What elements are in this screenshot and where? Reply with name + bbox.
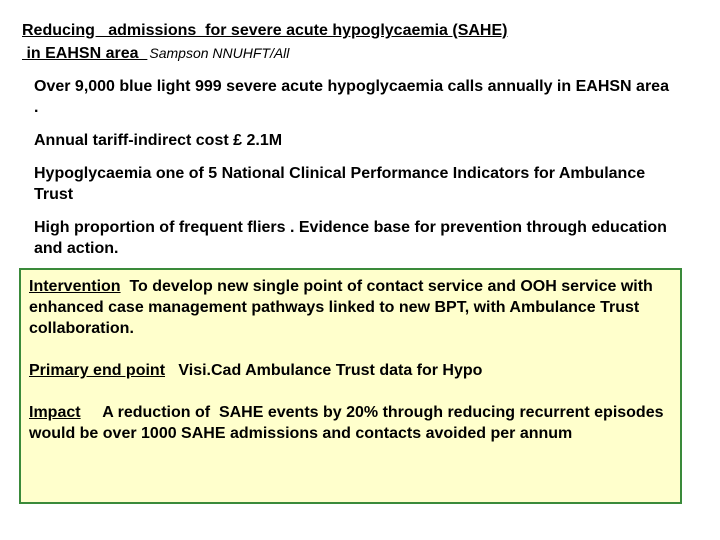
title-text-2: in EAHSN area [22, 45, 148, 62]
intervention-box [19, 268, 682, 504]
point-999-calls: Over 9,000 blue light 999 severe acute hypoglycaemia calls annually in EAHSN area . [34, 78, 669, 116]
intervention-box-content [29, 276, 677, 444]
impact-text: A reduction of SAHE events by 20% through reducing recurrent episodes would be over 1000 SAHE admissions and contacts avoided per annum [29, 404, 668, 442]
key-points [34, 76, 674, 271]
intervention-label: Intervention [29, 278, 121, 295]
impact-paragraph [29, 402, 677, 444]
intervention-paragraph [29, 276, 677, 339]
point-frequent-fliers: High proportion of frequent fliers . Evidence base for prevention through education and action. [34, 219, 667, 257]
impact-label: Impact [29, 404, 81, 421]
spacer [29, 381, 677, 402]
title-author: Sampson NNUHFT/All [149, 45, 290, 61]
title-text-1: Reducing admissions for severe acute hypoglycaemia (SAHE) [22, 22, 508, 39]
intervention-text: To develop new single point of contact service and OOH service with enhanced case management pathways linked to new BPT, with Ambulance Trust collaboration. [29, 278, 658, 337]
spacer [29, 339, 677, 360]
endpoint-paragraph [29, 360, 677, 381]
point-performance-indicators: Hypoglycaemia one of 5 National Clinical Performance Indicators for Ambulance Trust [34, 165, 646, 203]
point-tariff-cost: Annual tariff-indirect cost £ 2.1M [34, 132, 283, 149]
slide-title [22, 20, 702, 65]
title-line-1 [22, 20, 702, 42]
title-line-2 [22, 42, 702, 65]
endpoint-label: Primary end point [29, 362, 166, 379]
endpoint-text: Visi.Cad Ambulance Trust data for Hypo [165, 362, 483, 379]
